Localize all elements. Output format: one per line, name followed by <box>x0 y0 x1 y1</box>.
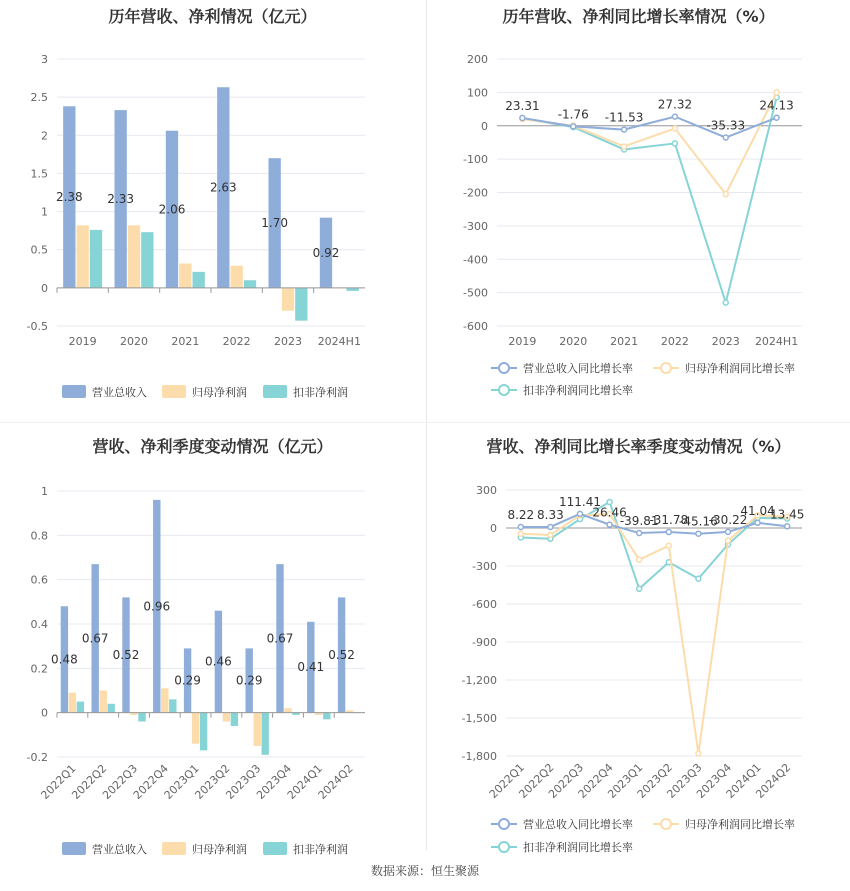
chart-title: 营收、净利同比增长率季度变动情况（%） <box>486 437 791 456</box>
bar <box>223 713 230 722</box>
y-tick-label: 300 <box>476 484 497 497</box>
bar <box>138 713 145 722</box>
data-label: 0.52 <box>112 648 140 663</box>
data-point <box>637 586 642 591</box>
x-tick-label: 2023Q4 <box>254 761 295 802</box>
data-point <box>726 538 731 543</box>
y-tick-label: -400 <box>463 253 488 267</box>
data-label: 8.33 <box>537 507 564 522</box>
quarter-bar-chart <box>0 450 425 860</box>
x-tick-label: 2023 <box>711 335 740 348</box>
y-tick-label: -300 <box>472 560 497 573</box>
data-point <box>666 543 671 548</box>
x-tick-label: 2021 <box>171 335 200 348</box>
bar <box>323 713 330 720</box>
data-point <box>520 115 525 120</box>
x-tick-label: 2020 <box>120 335 148 348</box>
y-tick-label: 1 <box>41 205 48 219</box>
x-tick-label: 2023Q2 <box>192 761 233 802</box>
bar <box>169 699 176 712</box>
chart-title: 历年营收、净利情况（亿元） <box>108 7 317 26</box>
data-label: 2.06 <box>158 202 186 217</box>
data-point <box>672 126 677 131</box>
data-point <box>548 532 553 537</box>
y-tick-label: 200 <box>467 53 488 66</box>
bar <box>295 288 307 321</box>
x-tick-label: 2024H1 <box>754 335 799 348</box>
x-tick-label: 2024Q1 <box>284 761 325 802</box>
x-tick-label: 2024Q1 <box>723 760 764 801</box>
bar <box>231 266 243 288</box>
y-tick-label: 3 <box>41 53 48 66</box>
annual-bar-panel <box>0 0 425 420</box>
horizontal-divider <box>0 422 850 423</box>
y-tick-label: 1 <box>41 485 48 498</box>
x-tick-label: 2023Q1 <box>605 760 646 801</box>
legend-swatch <box>62 842 86 855</box>
x-tick-label: 2022Q4 <box>130 761 171 802</box>
legend-label: 归母净利润 <box>192 386 247 399</box>
data-label: 0.41 <box>297 660 325 675</box>
bar <box>161 688 168 712</box>
data-point <box>774 90 779 95</box>
data-point <box>622 144 627 149</box>
bar <box>108 704 115 713</box>
data-point <box>518 524 523 529</box>
legend-label: 营业总收入 <box>92 386 147 399</box>
y-tick-label: 0.4 <box>30 618 48 631</box>
y-tick-label: -900 <box>472 636 497 649</box>
data-label: 13.45 <box>770 507 805 522</box>
y-tick-label: 100 <box>467 86 488 100</box>
x-tick-label: 2023 <box>274 335 302 348</box>
data-label: -30.22 <box>708 512 748 527</box>
legend-label: 营业总收入同比增长率 <box>523 362 633 375</box>
legend-label: 扣非净利润同比增长率 <box>523 384 633 397</box>
data-label: 24.13 <box>759 98 794 113</box>
y-tick-label: -1,200 <box>461 674 497 687</box>
y-tick-label: -100 <box>463 153 488 167</box>
data-point <box>666 530 671 535</box>
data-label: 0.96 <box>143 599 171 614</box>
bar <box>77 225 89 288</box>
data-point <box>578 511 583 516</box>
annual-line-panel <box>426 0 850 420</box>
data-point <box>571 124 576 129</box>
x-tick-label: 2022Q1 <box>38 761 79 802</box>
x-tick-label: 2024Q2 <box>315 761 356 802</box>
x-tick-label: 2019 <box>508 335 537 348</box>
legend-label: 扣非净利润 <box>293 386 348 399</box>
data-point <box>723 300 728 305</box>
data-source: 数据来源：恒生聚源 <box>370 864 479 878</box>
x-tick-label: 2023Q1 <box>161 761 202 802</box>
y-tick-label: -600 <box>463 320 488 333</box>
data-point <box>785 524 790 529</box>
data-point <box>755 520 760 525</box>
bar <box>200 713 207 751</box>
data-label: 111.41 <box>559 494 601 509</box>
data-label: 0.67 <box>81 631 109 646</box>
data-point <box>622 127 627 132</box>
x-tick-label: 2022Q3 <box>100 761 141 802</box>
data-point <box>696 751 701 756</box>
y-tick-label: -1,500 <box>461 712 497 725</box>
data-label: -31.78 <box>649 513 689 528</box>
legend-swatch <box>62 385 86 398</box>
data-label: 0.29 <box>174 673 201 688</box>
quarter-bar-panel <box>0 425 425 856</box>
x-tick-label: 2024Q2 <box>753 760 794 801</box>
data-label: 2.38 <box>55 190 83 205</box>
y-tick-label: 0 <box>490 522 497 535</box>
x-tick-label: 2024H1 <box>317 335 361 348</box>
legend-swatch <box>263 385 287 398</box>
bar <box>254 713 261 746</box>
y-tick-label: 2.5 <box>30 91 48 105</box>
data-point <box>518 531 523 536</box>
y-tick-label: 0.6 <box>30 573 48 587</box>
data-label: 0.52 <box>328 648 355 663</box>
bar <box>192 713 199 744</box>
data-point <box>607 500 612 505</box>
x-tick-label: 2023Q3 <box>664 760 705 801</box>
x-tick-label: 2020 <box>559 335 588 348</box>
data-label: -1.76 <box>557 107 589 122</box>
annual-bar-chart <box>0 20 425 420</box>
data-point <box>672 141 677 146</box>
quarter-line-chart <box>426 450 850 860</box>
legend-label: 归母净利润 <box>192 843 247 856</box>
legend-label: 营业总收入 <box>92 843 147 856</box>
legend-label: 归母净利润同比增长率 <box>685 818 795 831</box>
y-tick-label: -300 <box>463 219 488 233</box>
bar <box>284 708 291 712</box>
x-tick-label: 2023Q4 <box>694 760 735 801</box>
legend-marker <box>661 819 671 829</box>
x-tick-label: 2022Q2 <box>516 760 557 801</box>
x-tick-label: 2022 <box>660 335 689 348</box>
x-tick-label: 2021 <box>610 335 639 348</box>
bar <box>179 263 191 287</box>
data-label: 2.33 <box>107 191 135 206</box>
data-point <box>696 576 701 581</box>
y-tick-label: -1,800 <box>461 750 497 763</box>
data-point <box>637 557 642 562</box>
bar <box>244 280 256 288</box>
legend-marker <box>499 842 509 852</box>
annual-line-chart <box>426 20 850 420</box>
data-label: 41.04 <box>740 503 775 518</box>
y-tick-label: -0.5 <box>26 320 48 333</box>
bar <box>193 272 205 288</box>
y-tick-label: 0.2 <box>30 662 48 676</box>
bar <box>128 225 140 288</box>
legend-swatch <box>263 842 287 855</box>
legend-marker <box>499 363 509 373</box>
data-label: 0.46 <box>205 654 232 669</box>
legend-label: 归母净利润同比增长率 <box>685 362 795 375</box>
bar <box>262 713 269 755</box>
x-tick-label: 2023Q2 <box>634 760 675 801</box>
x-tick-label: 2022Q2 <box>69 761 110 802</box>
data-label: 0.48 <box>51 652 78 667</box>
data-label: 0.67 <box>266 631 294 646</box>
legend-marker <box>499 819 509 829</box>
data-label: 0.29 <box>235 673 263 688</box>
chart-title: 营收、净利季度变动情况（亿元） <box>92 437 333 456</box>
legend-swatch <box>162 842 186 855</box>
y-tick-label: 0 <box>41 706 48 720</box>
legend-marker <box>661 363 671 373</box>
y-tick-label: -600 <box>472 598 497 611</box>
bar <box>231 713 238 726</box>
data-point <box>723 192 728 197</box>
data-point <box>696 531 701 536</box>
x-tick-label: 2022Q3 <box>546 760 587 801</box>
bar <box>90 230 102 288</box>
data-point <box>774 115 779 120</box>
data-label: -35.33 <box>706 118 746 133</box>
y-tick-label: 0 <box>41 281 48 295</box>
data-label: 1.70 <box>261 216 289 231</box>
y-tick-label: 0.5 <box>30 243 48 257</box>
x-tick-label: 2022 <box>222 335 251 348</box>
data-label: 8.22 <box>507 507 535 522</box>
x-tick-label: 2019 <box>68 335 97 348</box>
y-tick-label: 0 <box>481 119 488 133</box>
chart-title: 历年营收、净利同比增长率情况（%） <box>502 7 775 26</box>
legend-swatch <box>162 385 186 398</box>
data-point <box>607 522 612 527</box>
legend-marker <box>499 385 509 395</box>
data-label: 27.32 <box>657 97 693 112</box>
data-point <box>723 135 728 140</box>
y-tick-label: -500 <box>463 286 488 300</box>
data-label: -39.81 <box>619 514 659 529</box>
x-tick-label: 2022Q1 <box>486 760 527 801</box>
y-tick-label: -0.2 <box>26 751 48 764</box>
bar <box>77 702 84 713</box>
legend-label: 扣非净利润 <box>293 843 348 856</box>
data-point <box>672 114 677 119</box>
data-point <box>726 529 731 534</box>
x-tick-label: 2022Q4 <box>575 760 616 801</box>
data-label: 23.31 <box>505 98 540 113</box>
bar <box>282 288 294 311</box>
y-tick-label: -200 <box>463 186 488 200</box>
data-label: -11.53 <box>604 110 644 125</box>
legend-label: 扣非净利润同比增长率 <box>523 841 633 854</box>
x-tick-label: 2023Q3 <box>223 761 264 802</box>
data-label: 2.63 <box>209 180 237 195</box>
y-tick-label: 2 <box>41 129 48 143</box>
bar <box>141 232 153 288</box>
data-label: -45.16 <box>679 514 718 529</box>
data-label: 0.92 <box>312 245 340 260</box>
data-label: 26.46 <box>592 505 627 520</box>
data-point <box>548 524 553 529</box>
bar <box>69 693 76 713</box>
quarter-line-panel <box>426 425 850 854</box>
data-point <box>637 531 642 536</box>
bar <box>100 691 107 713</box>
legend-label: 营业总收入同比增长率 <box>523 818 633 831</box>
y-tick-label: 1.5 <box>30 167 48 181</box>
y-tick-label: 0.8 <box>30 529 48 543</box>
